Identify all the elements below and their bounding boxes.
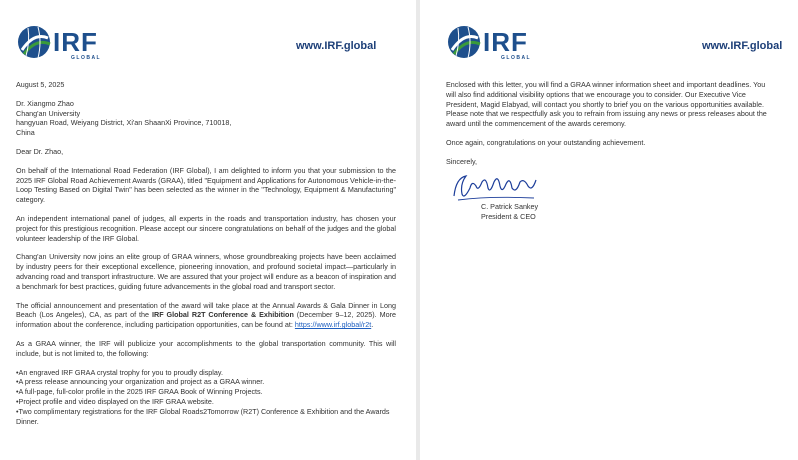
signature-block <box>481 202 681 222</box>
paragraph-1: On behalf of the International Road Federation (IRF Global), I am delighted to inform you that your submission to the 2025 IRF Global Road Achievement Awards (GRAA), titled "Equipment and Applications for Autonomous Vehicle-in-the-Loop Testing Based on Digital Twin" has been selected as the winner in the "Technology, Equipment & Manufacturing" category. <box>16 165 396 205</box>
paragraph-4 <box>16 301 396 330</box>
recipient-address: hangyuan Road, Weiyang District, Xi'an ShaanXi Province, 710018, <box>16 118 232 128</box>
recipient-org: Chang'an University <box>16 108 81 118</box>
conference-name: IRF Global R2T Conference & Exhibition <box>152 310 294 320</box>
list-item: • A press release announcing your organization and project as a GRAA winner. <box>16 377 396 387</box>
paragraph-5: As a GRAA winner, the IRF will publicize your accomplishments to the global transportation community. This will include, but is not limited to, the following: <box>16 338 396 358</box>
website-header: www.IRF.global <box>296 40 377 52</box>
globe-road-icon <box>16 24 52 60</box>
letter-date: August 5, 2025 <box>16 80 65 89</box>
list-item: • Project profile and video displayed on the IRF GRAA website. <box>16 397 396 407</box>
list-item: • An engraved IRF GRAA crystal trophy for you to proudly display. <box>16 368 396 378</box>
paragraph-4-text-2: (December 9–12, 2025). More information about the conference, including participation opportunities, can be found at: <box>16 310 396 330</box>
logo-wordmark: IRF <box>483 27 528 57</box>
letter-page-2 <box>420 0 798 460</box>
signer-name: C. Patrick Sankey <box>481 202 539 211</box>
closing: Sincerely, <box>446 156 478 166</box>
globe-road-icon <box>446 24 482 60</box>
logo-subtitle: GLOBAL <box>71 55 102 61</box>
logo-subtitle: GLOBAL <box>501 55 532 61</box>
signer-title: President & CEO <box>481 211 536 221</box>
recipient-name: Dr. Xiangmo Zhao <box>16 98 74 108</box>
paragraph-6: Enclosed with this letter, you will find a GRAA winner information sheet and important deadlines. You will also find additional visibility options that we encourage you to consider. Our Executive Vice President, Magid Elabyad, will contact you shortly to brief you on the various opportunities available. Please note that we respectfully ask you to refrain from issuing any news or press releases about the award until the commencement of the awards ceremony. <box>446 80 767 129</box>
paragraph-4-text: The official announcement and presentation of the award will take place at the Annual Awards & Gala Dinner in Long Beach (Los Angeles), CA, as part of the <box>16 300 396 320</box>
list-item: • A full-page, full-color profile in the 2025 IRF GRAA Book of Winning Projects. <box>16 387 396 397</box>
benefits-list <box>16 368 396 427</box>
paragraph-7: Once again, congratulations on your outstanding achievement. <box>446 137 646 147</box>
conference-link[interactable]: https://www.irf.global/r2t <box>294 320 372 330</box>
signature-image <box>450 170 540 204</box>
paragraph-4-end: . <box>371 320 374 330</box>
paragraph-3: Chang'an University now joins an elite group of GRAA winners, whose groundbreaking projects have been acclaimed by industry peers for their exceptional excellence, pioneering innovation, and profound societal impact—particularly in advancing road and transport infrastructure. We are assured that your project will endure as a beacon of inspiration and a benchmark for best practices, guiding future advancements in the global road and transport sector. <box>16 252 396 291</box>
paragraph-2: An independent international panel of judges, all experts in the roads and transportation industry, has chosen your project for this prestigious recognition. Please accept our sincere congratulations on behalf of the judges and the global volunteer leadership of the IRF Global. <box>16 213 396 243</box>
letter-body-left <box>16 80 396 426</box>
website-header: www.IRF.global <box>702 40 783 52</box>
logo-wordmark: IRF <box>53 27 98 57</box>
recipient-country: China <box>16 128 35 138</box>
letter-body-right <box>446 80 776 167</box>
salutation: Dear Dr. Zhao, <box>16 146 64 156</box>
list-item: • Two complimentary registrations for the IRF Global Roads2Tomorrow (R2T) Conference & Exhibition and the Awards Dinner. <box>16 407 396 427</box>
